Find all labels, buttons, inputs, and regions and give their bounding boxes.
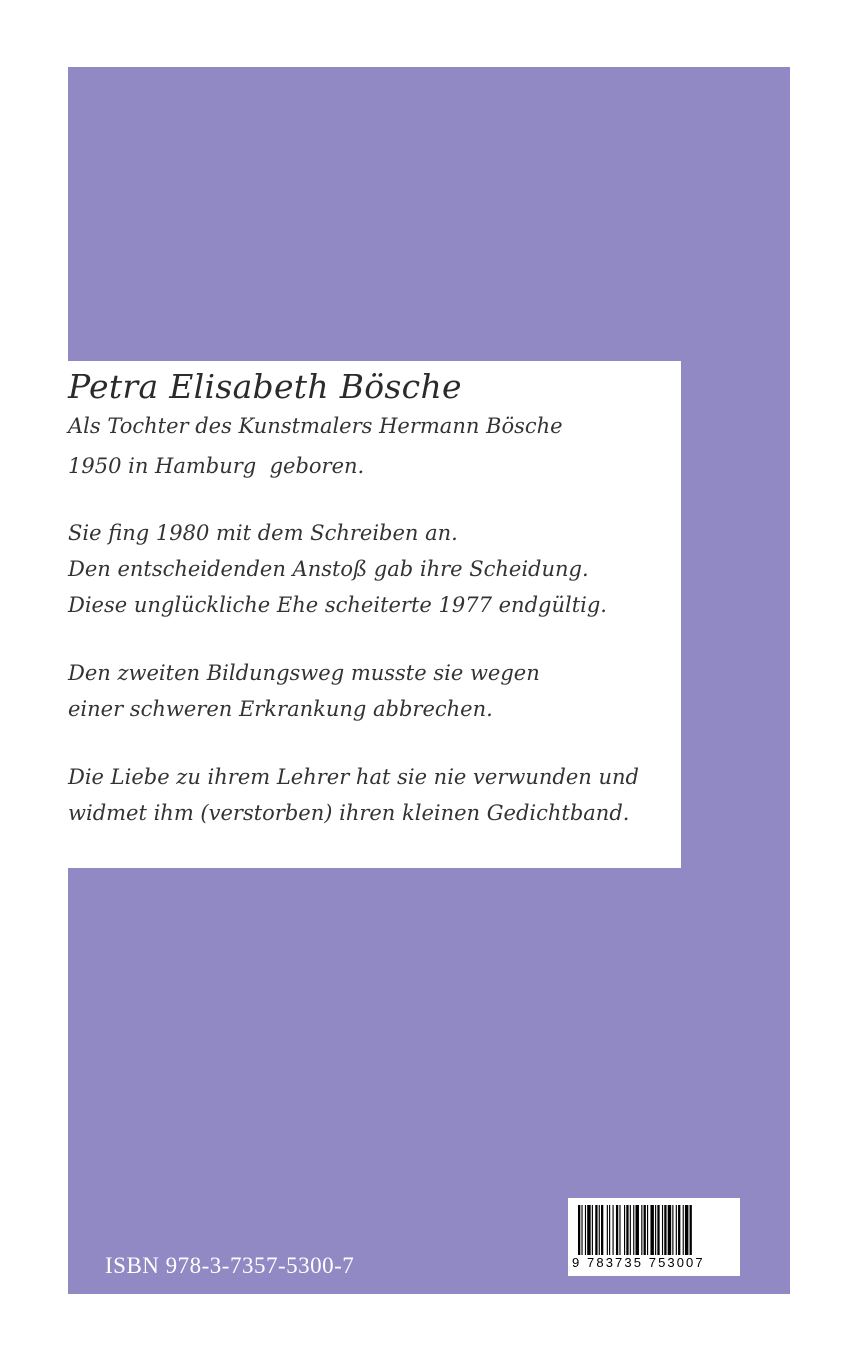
barcode-bar [626, 1205, 628, 1255]
bio-line: einer schweren Erkrankung abbrechen. [68, 697, 493, 721]
barcode-bar [657, 1205, 659, 1255]
bio-line: Die Liebe zu ihrem Lehrer hat sie nie verwunden und [68, 765, 639, 789]
bio-line: Den entscheidenden Anstoß gab ihre Scheidung. [68, 557, 589, 581]
bio-line: Diese unglückliche Ehe scheiterte 1977 endgültig. [68, 593, 607, 617]
barcode-bar [599, 1205, 600, 1255]
barcode-bar [683, 1205, 684, 1255]
barcode-bar [664, 1205, 666, 1255]
barcode-bar [619, 1205, 620, 1255]
author-bio-panel [68, 361, 681, 868]
barcode-digits: 9 783735 753007 [572, 1255, 705, 1270]
barcode-bar [613, 1205, 614, 1255]
bio-line: 1950 in Hamburg geboren. [68, 454, 365, 478]
barcode-bar [585, 1205, 586, 1255]
barcode-bar [678, 1205, 680, 1255]
author-name: Petra Elisabeth Bösche [68, 367, 462, 406]
barcode-bar [662, 1205, 663, 1255]
barcode-bar [607, 1205, 608, 1255]
barcode-icon [578, 1205, 730, 1255]
barcode-bar [685, 1205, 688, 1255]
barcode-bar [641, 1205, 642, 1255]
barcode-bar [668, 1205, 671, 1255]
barcode-bar [601, 1205, 603, 1255]
bio-line: Sie fing 1980 mit dem Schreiben an. [68, 521, 458, 545]
barcode-bar [592, 1205, 593, 1255]
barcode-bar [587, 1205, 590, 1255]
barcode-bar [690, 1205, 692, 1255]
barcode-bar [644, 1205, 646, 1255]
isbn-label: ISBN 978-3-7357-5300-7 [105, 1253, 355, 1278]
barcode-bar [633, 1205, 634, 1255]
barcode-bar [672, 1205, 673, 1255]
barcode-bar [624, 1205, 625, 1255]
barcode-bar [676, 1205, 677, 1255]
barcode [568, 1198, 740, 1276]
bio-line: Den zweiten Bildungsweg musste sie wegen [68, 661, 540, 685]
bio-line: Als Tochter des Kunstmalers Hermann Bösche [68, 414, 563, 438]
barcode-bar [595, 1205, 597, 1255]
barcode-bar [647, 1205, 648, 1255]
barcode-bar [650, 1205, 653, 1255]
barcode-bar [636, 1205, 639, 1255]
barcode-bar [609, 1205, 610, 1255]
barcode-bar [616, 1205, 618, 1255]
barcode-bar [578, 1205, 580, 1255]
barcode-bar [655, 1205, 656, 1255]
barcode-bar [581, 1205, 582, 1255]
barcode-bar [630, 1205, 631, 1255]
bio-line: widmet ihm (verstorben) ihren kleinen Gedichtband. [68, 801, 630, 825]
